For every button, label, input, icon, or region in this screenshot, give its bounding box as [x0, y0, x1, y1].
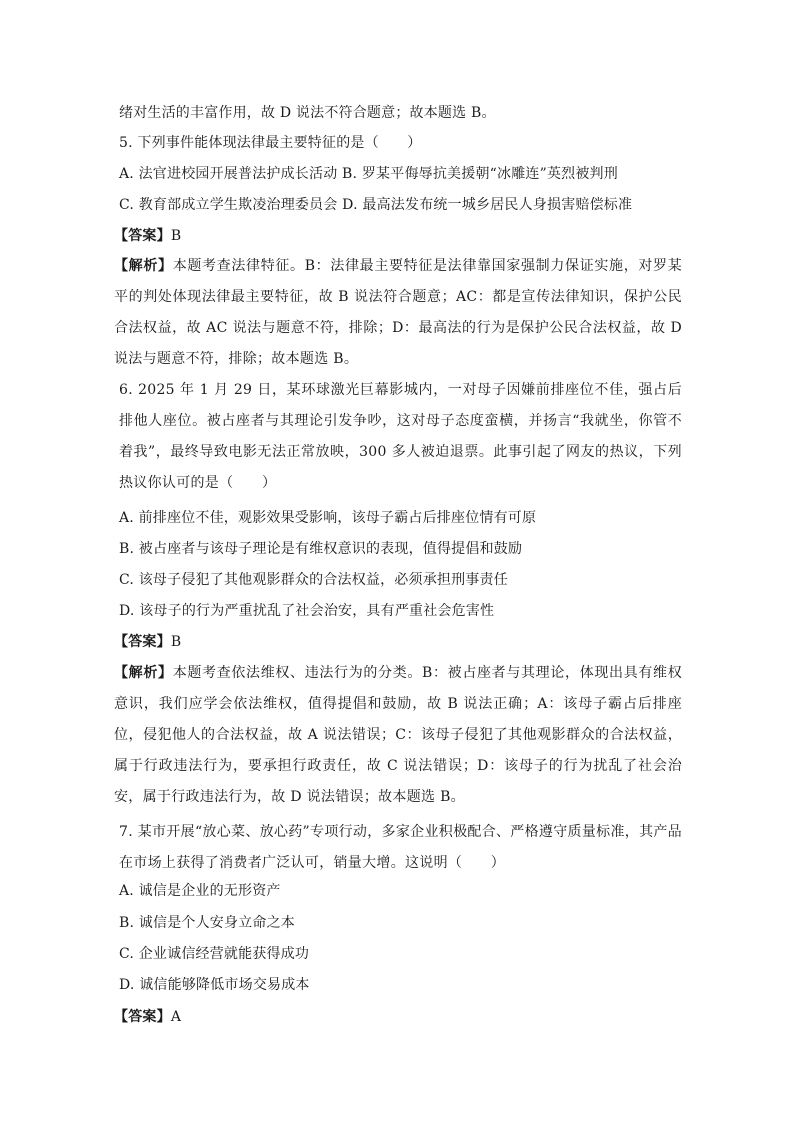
q6-option-b: B. 被占座者与该母子理论是有维权意识的表现，值得提倡和鼓励 — [119, 541, 523, 557]
q4-analysis-tail: 绪对生活的丰富作用，故 D 说法不符合题意；故本题选 B。 — [119, 105, 496, 121]
q7-option-b: B. 诚信是个人安身立命之本 — [119, 915, 295, 931]
q6-analysis-tag: 【解析】 — [114, 665, 173, 681]
q7-answer-tag: 【答案】 — [114, 1009, 171, 1025]
q6-option-a: A. 前排座位不佳，观影效果受影响，该母子霸占后排座位情有可原 — [119, 510, 537, 526]
q5-options-row-2: C. 教育部成立学生欺凌治理委员会 D. 最高法发布统一城乡居民人身损害赔偿标准 — [119, 197, 633, 213]
q5-analysis — [114, 251, 682, 375]
q7-option-a: A. 诚信是企业的无形资产 — [119, 883, 281, 899]
q5-answer — [114, 226, 181, 246]
q7-answer-value: A — [170, 1009, 182, 1025]
q5-analysis-text: 本题考查法律特征。B：法律最主要特征是法律靠国家强制力保证实施，对罗某平的判处体现法律最主要特征，故 B 说法符合题意；AC：都是宣传法律知识，保护公民合法权益，故 AC 说法与题意不符，排除；D：最高法的行为是保护公民合法权益，故 D 说法与题意不符，排除；故本题选 B。 — [114, 258, 682, 367]
q5-answer-tag: 【答案】 — [114, 228, 171, 244]
q6-stem: 6. 2025 年 1 月 29 日，某环球激光巨幕影城内，一对母子因嫌前排座位不佳，强占后排他人座位。被占座者与其理论引发争吵，这对母子态度蛮横，并扬言“我就坐，你管不着我”，最终导致电影无法正常放映，300 多人被迫退票。此事引起了网友的热议，下列热议你认可的是（ ） — [119, 382, 682, 491]
q5-stem: 5. 下列事件能体现法律最主要特征的是（ ） — [119, 135, 422, 151]
q6-analysis-text: 本题考查依法维权、违法行为的分类。B：被占座者与其理论，体现出具有维权意识，我们应学会依法维权，值得提倡和鼓励，故 B 说法正确；A：该母子霸占后排座位，侵犯他人的合法权益，故 A 说法错误；C：该母子侵犯了其他观影群众的合法权益，属于行政违法行为，要承担行政责任，故 C 说法错误；D：该母子的行为扰乱了社会治安，属于行政违法行为，故 D 说法错误；故本题选 B。 — [114, 665, 682, 805]
q7-stem: 7. 某市开展“放心菜、放心药”专项行动，多家企业积极配合、严格遵守质量标准，其产品在市场上获得了消费者广泛认可，销量大增。这说明（ ） — [119, 824, 682, 871]
q6-answer-value: B — [170, 634, 182, 650]
q6-answer — [114, 632, 181, 652]
q6-option-d: D. 该母子的行为严重扰乱了社会治安，具有严重社会危害性 — [119, 603, 495, 619]
q6-answer-tag: 【答案】 — [114, 634, 171, 650]
q7-option-c: C. 企业诚信经营就能获得成功 — [119, 946, 310, 962]
q5-analysis-tag: 【解析】 — [114, 258, 173, 274]
q5-answer-value: B — [170, 228, 182, 244]
q6-option-c: C. 该母子侵犯了其他观影群众的合法权益，必须承担刑事责任 — [119, 572, 508, 588]
q7-option-d: D. 诚信能够降低市场交易成本 — [119, 977, 310, 993]
q5-options-row-1: A. 法官进校园开展普法护成长活动 B. 罗某平侮辱抗美援朝“冰雕连”英烈被判刑 — [119, 166, 618, 182]
q7-answer — [114, 1007, 181, 1027]
q6-analysis — [114, 658, 682, 813]
